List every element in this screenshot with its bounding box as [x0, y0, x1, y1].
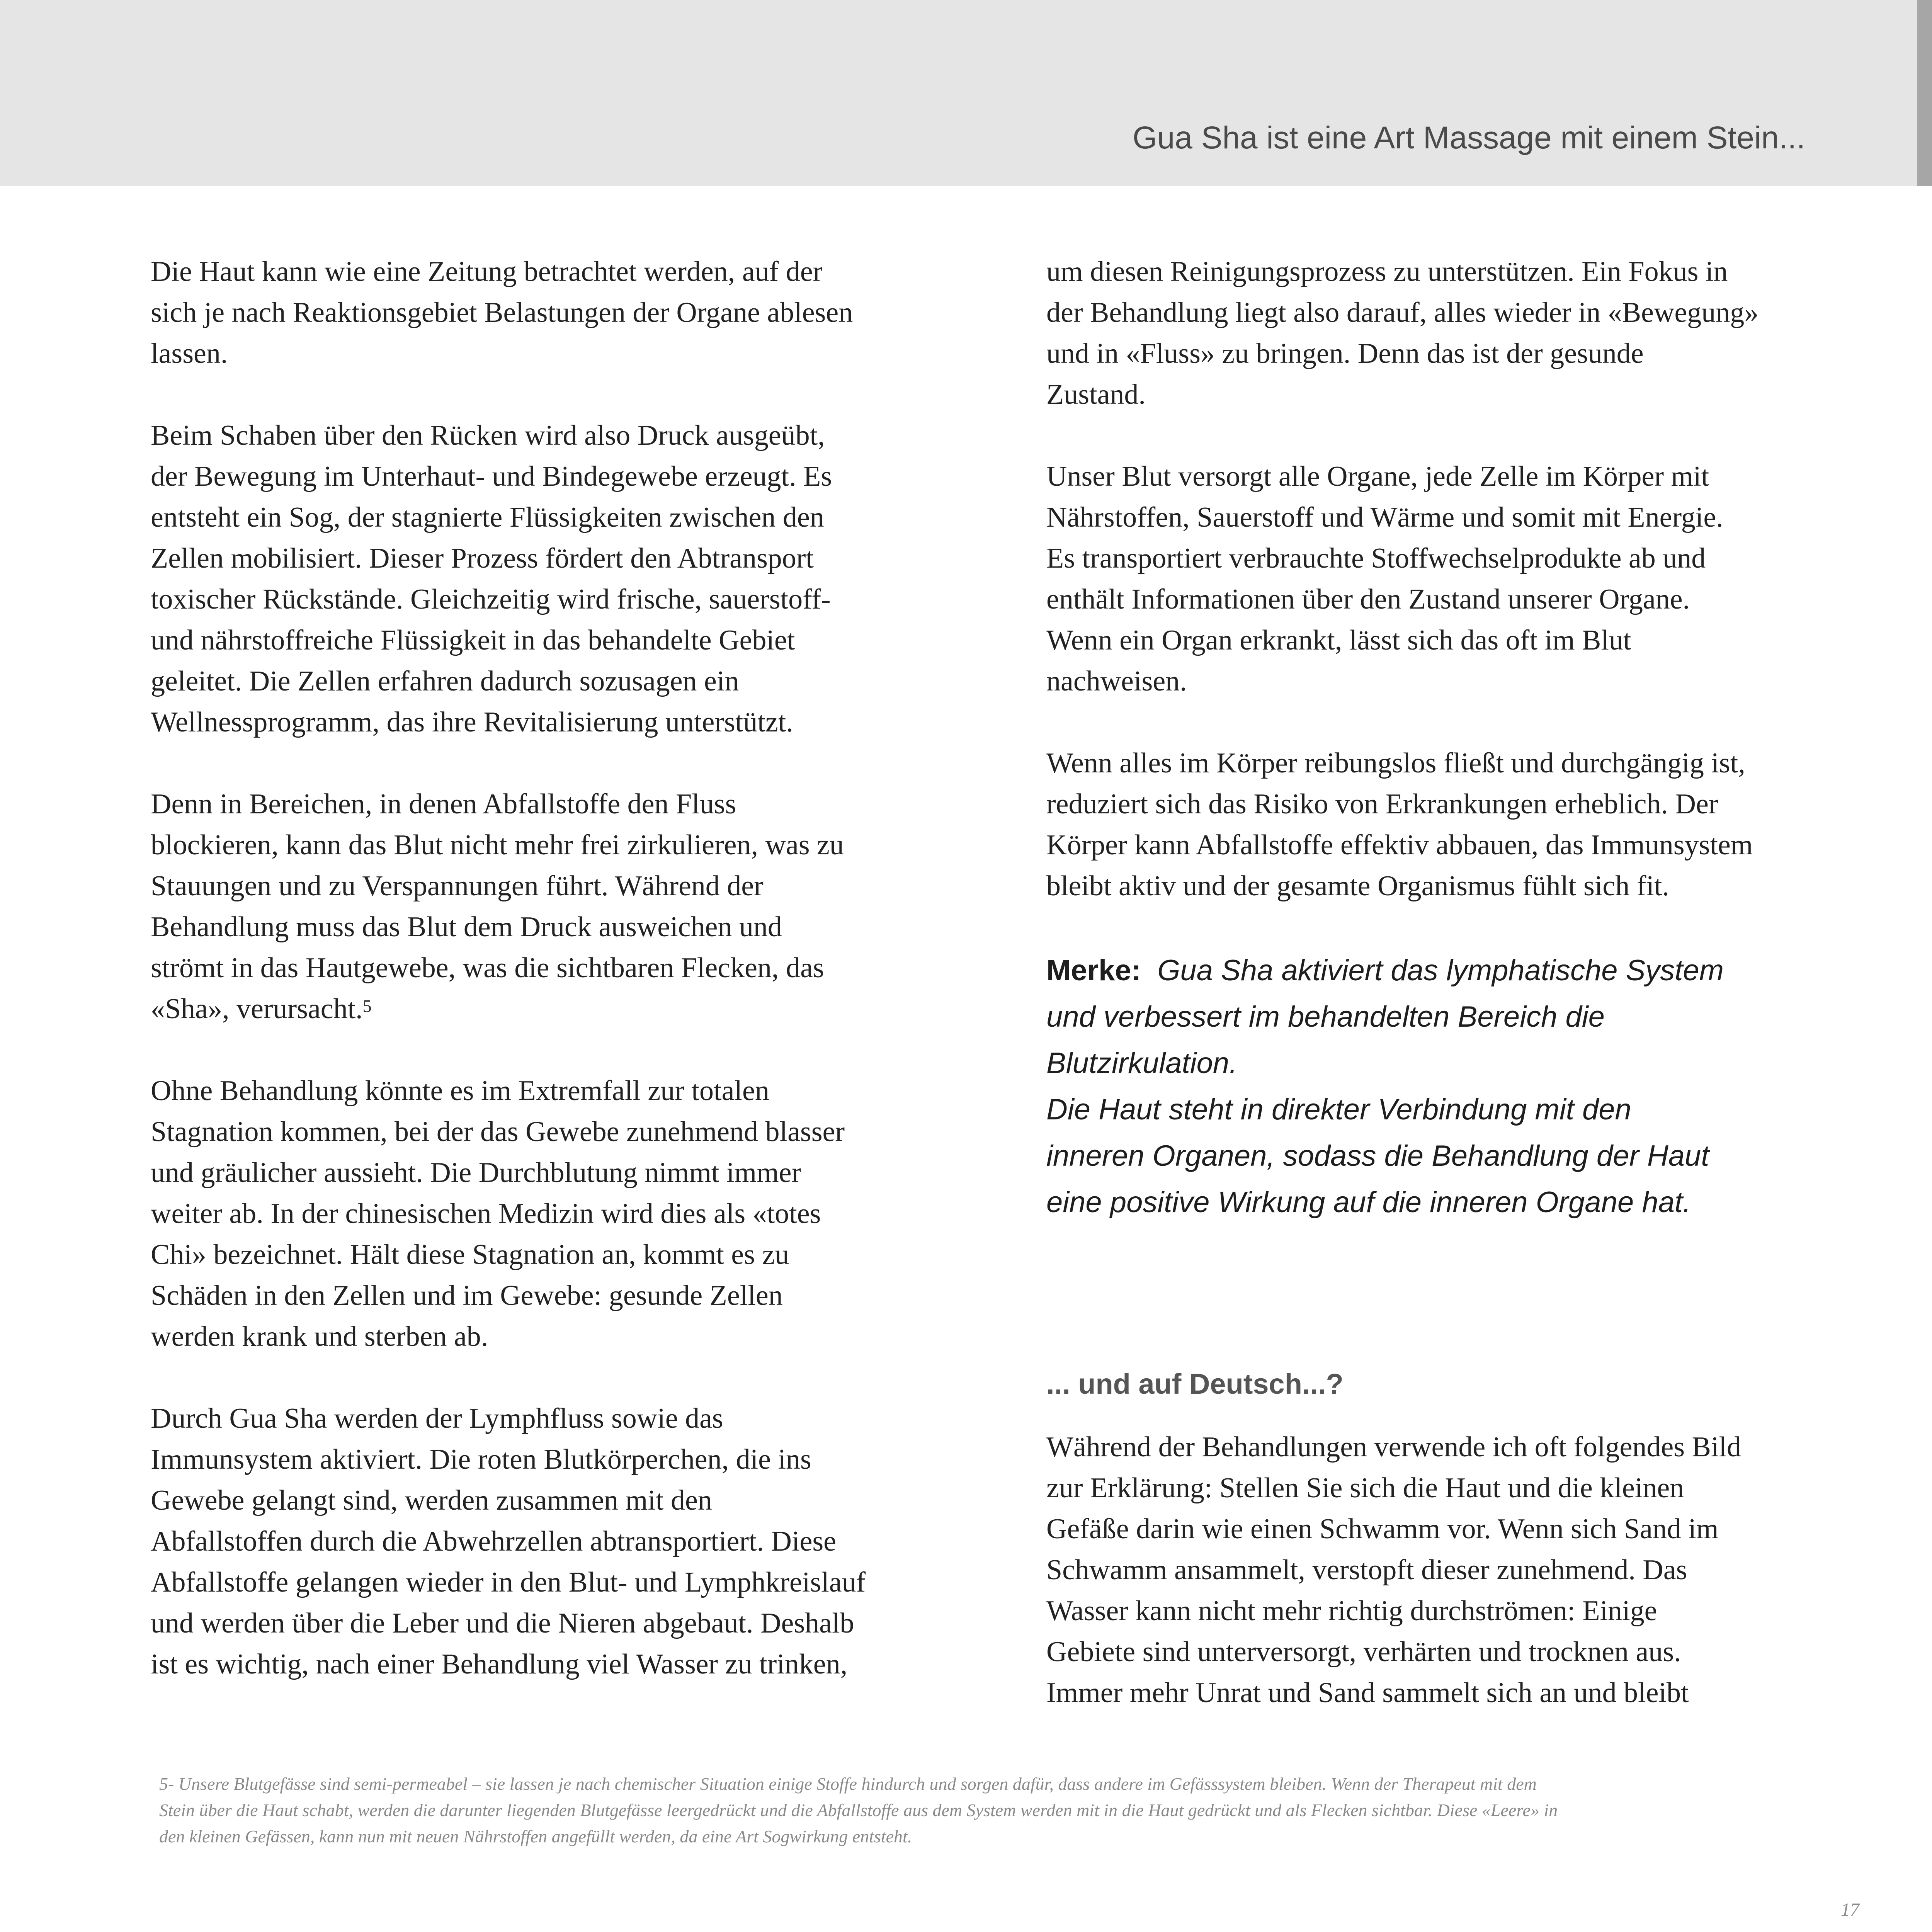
section-heading: ... und auf Deutsch...?	[1046, 1368, 1344, 1400]
text-line: Immer mehr Unrat und Sand sammelt sich an und bleibt	[1046, 1677, 1689, 1709]
text-line: Zustand.	[1046, 379, 1146, 410]
text-line: Unser Blut versorgt alle Organe, jede Zelle im Körper mit	[1046, 461, 1709, 492]
text-line: Abfallstoffe gelangen wieder in den Blut- und Lymphkreislauf	[151, 1566, 866, 1598]
header-bar	[0, 0, 1917, 186]
paragraph	[1046, 1427, 1873, 1713]
text-line: Denn in Bereichen, in denen Abfallstoffe den Fluss	[151, 788, 736, 820]
merke-text: Die Haut steht in direkter Verbindung mit den	[1046, 1093, 1631, 1126]
right-column	[1046, 251, 1873, 1754]
footnote	[159, 1771, 1852, 1850]
text-line: Durch Gua Sha werden der Lymphfluss sowie das	[151, 1403, 723, 1434]
left-column	[151, 251, 974, 1726]
footnote-reference[interactable]: 5	[362, 996, 372, 1016]
text-line: toxischer Rückstände. Gleichzeitig wird frische, sauerstoff-	[151, 583, 831, 615]
text-line: der Bewegung im Unterhaut- und Bindegewebe erzeugt. Es	[151, 461, 832, 492]
merke-label: Merke:	[1046, 954, 1141, 987]
footnote-line: 5- Unsere Blutgefässe sind semi-permeabel – sie lassen je nach chemischer Situation einige Stoffe hindurch und sorgen dafür, dass andere im Gefässsystem bleiben. Wenn der Therapeut mit dem	[159, 1774, 1537, 1794]
merke-text: inneren Organen, sodass die Behandlung der Haut	[1046, 1139, 1709, 1172]
footnote-line: Stein über die Haut schabt, werden die darunter liegenden Blutgefässe leergedrückt und die Abfallstoffe aus dem System werden mit in die Haut gedrückt und als Flecken sichtbar. Diese «Leere» in	[159, 1800, 1558, 1820]
text-line: Während der Behandlungen verwende ich oft folgendes Bild	[1046, 1431, 1742, 1463]
merke-text: Blutzirkulation.	[1046, 1047, 1238, 1080]
text-line: um diesen Reinigungsprozess zu unterstützen. Ein Fokus in	[1046, 256, 1728, 287]
text-line: entsteht ein Sog, der stagnierte Flüssigkeiten zwischen den	[151, 502, 824, 533]
text-line: und nährstoffreiche Flüssigkeit in das behandelte Gebiet	[151, 624, 795, 656]
text-line: Körper kann Abfallstoffe effektiv abbauen, das Immunsystem	[1046, 829, 1753, 861]
text-line: Immunsystem aktiviert. Die roten Blutkörperchen, die ins	[151, 1444, 811, 1475]
text-line	[1046, 947, 1873, 994]
text-line: nachweisen.	[1046, 665, 1187, 697]
text-line: Die Haut kann wie eine Zeitung betrachtet werden, auf der	[151, 256, 823, 287]
text-line: Gewebe gelangt sind, werden zusammen mit den	[151, 1485, 712, 1516]
text-line: Ohne Behandlung könnte es im Extremfall zur totalen	[151, 1075, 769, 1107]
text-line: strömt in das Hautgewebe, was die sichtbaren Flecken, das	[151, 952, 824, 984]
merke-text: eine positive Wirkung auf die inneren Organe hat.	[1046, 1186, 1691, 1219]
header-tab	[1917, 0, 1932, 186]
text-line: der Behandlung liegt also darauf, alles wieder in «Bewegung»	[1046, 297, 1759, 328]
text-line: Schwamm ansammelt, verstopft dieser zunehmend. Das	[1046, 1554, 1687, 1586]
merke-text: Gua Sha aktiviert das lymphatische System	[1157, 954, 1724, 987]
merke-text: und verbessert im behandelten Bereich die	[1046, 1000, 1605, 1033]
text-line: und werden über die Leber und die Nieren abgebaut. Deshalb	[151, 1607, 854, 1639]
text-line: Schäden in den Zellen und im Gewebe: gesunde Zellen	[151, 1280, 783, 1311]
text-line: bleibt aktiv und der gesamte Organismus fühlt sich fit.	[1046, 870, 1669, 902]
footnote-line: den kleinen Gefässen, kann nun mit neuen Nährstoffen angefüllt werden, da eine Art Sogwirkung entsteht.	[159, 1827, 912, 1846]
text-segment: «Sha», verursacht.	[151, 993, 363, 1025]
text-line: geleitet. Die Zellen erfahren dadurch sozusagen ein	[151, 665, 739, 697]
text-line: Zellen mobilisiert. Dieser Prozess fördert den Abtransport	[151, 543, 814, 574]
text-line: weiter ab. In der chinesischen Medizin wird dies als «totes	[151, 1198, 821, 1230]
text-line: ist es wichtig, nach einer Behandlung viel Wasser zu trinken,	[151, 1648, 848, 1680]
text-line: enthält Informationen über den Zustand unserer Organe.	[1046, 583, 1690, 615]
text-line: und gräulicher aussieht. Die Durchblutung nimmt immer	[151, 1157, 801, 1189]
paragraph	[151, 1398, 974, 1685]
text-line: Nährstoffen, Sauerstoff und Wärme und somit mit Energie.	[1046, 502, 1723, 533]
merke-callout	[1046, 947, 1873, 1226]
text-line: Abfallstoffen durch die Abwehrzellen abtransportiert. Diese	[151, 1526, 837, 1557]
text-line: Wenn alles im Körper reibungslos fließt und durchgängig ist,	[1046, 747, 1745, 779]
paragraph	[1046, 456, 1873, 702]
text-line: Gebiete sind unterversorgt, verhärten und trocknen aus.	[1046, 1636, 1681, 1668]
text-line: Stagnation kommen, bei der das Gewebe zunehmend blasser	[151, 1116, 845, 1148]
paragraph	[1046, 743, 1873, 906]
running-header-title: Gua Sha ist eine Art Massage mit einem Stein...	[1132, 120, 1805, 155]
text-line: blockieren, kann das Blut nicht mehr frei zirkulieren, was zu	[151, 829, 844, 861]
text-line: Behandlung muss das Blut dem Druck ausweichen und	[151, 911, 782, 943]
text-line: Beim Schaben über den Rücken wird also Druck ausgeübt,	[151, 420, 825, 451]
text-line: Gefäße darin wie einen Schwamm vor. Wenn sich Sand im	[1046, 1513, 1719, 1545]
paragraph	[151, 784, 974, 1029]
text-line: Es transportiert verbrauchte Stoffwechselprodukte ab und	[1046, 543, 1706, 574]
text-line	[151, 988, 974, 1029]
paragraph	[151, 415, 974, 743]
page-number: 17	[1841, 1900, 1859, 1920]
text-line: und in «Fluss» zu bringen. Denn das ist der gesunde	[1046, 338, 1644, 369]
paragraph	[151, 251, 974, 374]
text-line: zur Erklärung: Stellen Sie sich die Haut und die kleinen	[1046, 1472, 1684, 1504]
text-line: Stauungen und zu Verspannungen führt. Während der	[151, 870, 764, 902]
text-line: sich je nach Reaktionsgebiet Belastungen der Organe ablesen	[151, 297, 853, 328]
text-line: Wasser kann nicht mehr richtig durchströmen: Einige	[1046, 1595, 1657, 1627]
text-line: lassen.	[151, 338, 228, 369]
text-line: Chi» bezeichnet. Hält diese Stagnation an, kommt es zu	[151, 1239, 789, 1270]
text-line: reduziert sich das Risiko von Erkrankungen erheblich. Der	[1046, 788, 1718, 820]
text-line: werden krank und sterben ab.	[151, 1321, 488, 1352]
paragraph	[151, 1070, 974, 1357]
text-line: Wenn ein Organ erkrankt, lässt sich das oft im Blut	[1046, 624, 1631, 656]
paragraph	[1046, 251, 1873, 415]
text-line: Wellnessprogramm, das ihre Revitalisierung unterstützt.	[151, 706, 793, 738]
